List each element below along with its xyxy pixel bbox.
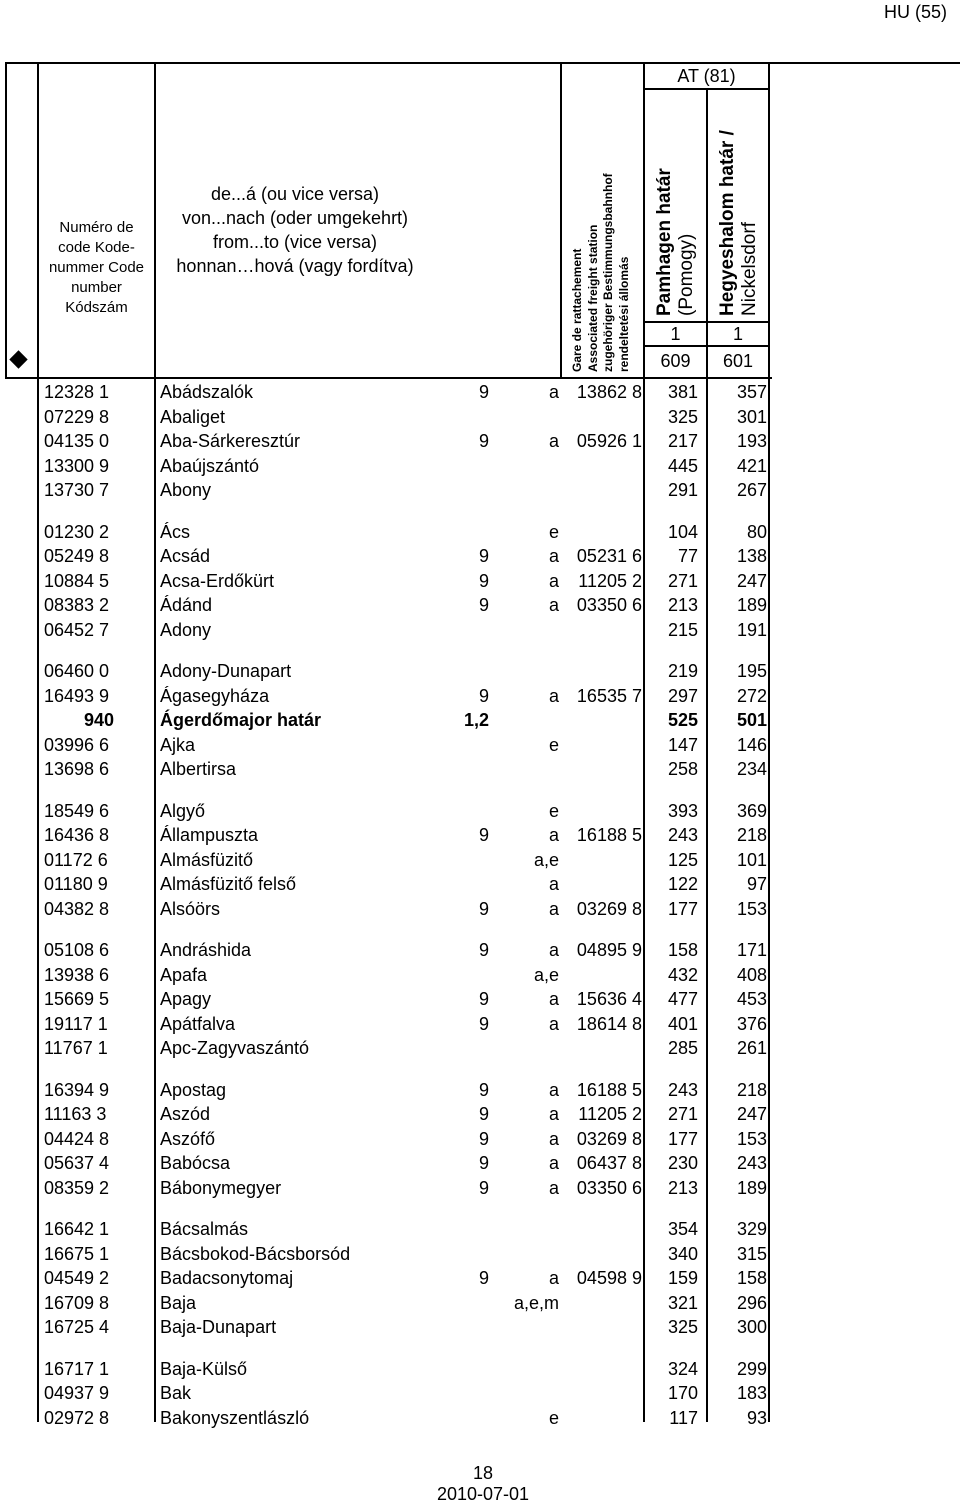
border1-code: 609: [660, 351, 691, 371]
flags-cell: a: [548, 546, 559, 566]
code-cell: 13730 7: [44, 480, 110, 500]
flags-cell: a,e,m: [513, 1292, 559, 1313]
table-row: [0, 429, 960, 453]
station-name-cell: Ádánd: [160, 595, 213, 615]
flags-cell: a: [548, 685, 559, 706]
border2-sub: Nickelsdorf: [739, 222, 760, 316]
flags-cell: a: [548, 1104, 559, 1124]
distance-border1-cell: 213: [667, 595, 698, 615]
code-cell: 01230 2: [44, 521, 110, 542]
table-row: [0, 380, 960, 404]
flags-cell: a: [548, 1153, 559, 1173]
category-cell: 9: [478, 1013, 489, 1034]
associated-station-cell: 03269 8: [576, 898, 642, 919]
flags-cell: a,e: [533, 964, 559, 985]
station-name-cell: Ágerdőmajor határ: [160, 710, 322, 730]
station-header: [570, 173, 632, 372]
table-row: [0, 1315, 960, 1339]
distance-border2-cell: 267: [736, 480, 767, 500]
distance-border1-cell: 159: [667, 1268, 698, 1288]
distance-border2-cell: 153: [736, 1128, 767, 1149]
distance-border1-cell: 104: [667, 521, 698, 542]
station-name-cell: Baja: [160, 1292, 197, 1313]
distance-border1-cell: 219: [667, 661, 698, 681]
flags-cell: a: [548, 1177, 559, 1198]
associated-station-cell: 11205 2: [578, 1104, 642, 1124]
border1-name: Pamhagen határ: [654, 168, 675, 316]
distance-border2-cell: 146: [736, 734, 767, 755]
page-label: HU (55): [883, 2, 947, 22]
table-row: [0, 1151, 960, 1175]
distance-border2-cell: 183: [736, 1383, 767, 1403]
station-name-cell: Apátfalva: [160, 1013, 236, 1034]
table-row: [0, 987, 960, 1011]
table-row: [0, 478, 960, 502]
table-row: [0, 1266, 960, 1290]
code-header-line: number: [71, 279, 122, 296]
station-name-cell: Aszófő: [160, 1128, 216, 1149]
code-cell: 07229 8: [44, 406, 110, 427]
station-name-cell: Andráshida: [160, 940, 252, 960]
distance-border1-cell: 271: [667, 1104, 698, 1124]
station-name-cell: Adony: [160, 619, 212, 640]
distance-border2-cell: 299: [736, 1358, 767, 1379]
distance-border1-cell: 217: [667, 431, 698, 451]
distance-border2-cell: 138: [736, 546, 767, 566]
station-name-cell: Acsád: [160, 546, 211, 566]
station-name-cell: Babócsa: [160, 1153, 231, 1173]
border2-route: 1: [732, 324, 743, 344]
associated-station-cell: 03350 6: [576, 1177, 642, 1198]
category-cell: 9: [478, 685, 489, 706]
table-row: [0, 938, 960, 962]
distance-border1-cell: 213: [667, 1177, 698, 1198]
station-name-cell: Ágasegyháza: [160, 685, 270, 706]
distance-border2-cell: 193: [736, 431, 767, 451]
category-cell: 9: [478, 1079, 489, 1100]
distance-border2-cell: 101: [736, 849, 767, 870]
station-name-cell: Abaliget: [160, 406, 226, 427]
station-name-cell: Alsóörs: [160, 898, 221, 919]
distance-border2-cell: 247: [736, 570, 767, 591]
station-name-cell: Bak: [160, 1383, 192, 1403]
distance-border1-cell: 432: [667, 964, 698, 985]
category-cell: 9: [478, 1128, 489, 1149]
station-header-line: zugehöriger Bestimmungsbahnhof: [601, 173, 615, 372]
distance-border1-cell: 401: [667, 1013, 698, 1034]
station-name-cell: Bácsbokod-Bácsborsód: [160, 1243, 351, 1264]
distance-border2-cell: 191: [736, 619, 767, 640]
distance-border2-cell: 315: [736, 1243, 767, 1264]
distance-border2-cell: 218: [736, 1079, 767, 1100]
table-row: [0, 733, 960, 757]
flags-cell: a: [548, 874, 559, 894]
category-cell: 9: [478, 989, 489, 1009]
table-row: [0, 1036, 960, 1060]
distance-border1-cell: 117: [669, 1407, 698, 1428]
distance-border2-cell: 93: [746, 1407, 767, 1428]
associated-station-cell: 03269 8: [576, 1128, 642, 1149]
flags-cell: a: [548, 898, 559, 919]
category-cell: 9: [478, 1153, 489, 1173]
table-row: [0, 1242, 960, 1266]
station-name-cell: Acsa-Erdőkürt: [160, 570, 275, 591]
station-name-cell: Apc-Zagyvaszántó: [160, 1038, 310, 1058]
table-row: [0, 1078, 960, 1102]
distance-border1-cell: 230: [667, 1153, 698, 1173]
table-row: [0, 1291, 960, 1315]
distance-border2-cell: 195: [736, 661, 767, 681]
code-cell: 16709 8: [44, 1292, 110, 1313]
distance-border2-cell: 261: [736, 1038, 767, 1058]
station-header-line: rendeltetési állomás: [616, 256, 631, 372]
distance-border2-cell: 80: [746, 521, 767, 542]
distance-border2-cell: 247: [736, 1104, 767, 1124]
distance-border2-cell: 421: [736, 455, 767, 476]
station-name-cell: Bácsalmás: [160, 1219, 249, 1239]
associated-station-cell: 16188 5: [576, 825, 642, 845]
station-name-cell: Abony: [160, 480, 212, 500]
code-cell: 05108 6: [44, 940, 110, 960]
table-row: [0, 708, 960, 732]
category-cell: 9: [478, 898, 489, 919]
distance-border1-cell: 243: [667, 1079, 698, 1100]
code-cell: 03996 6: [44, 734, 110, 755]
distance-border1-cell: 340: [667, 1243, 698, 1264]
distance-border1-cell: 393: [667, 800, 698, 821]
table-row: [0, 757, 960, 781]
code-cell: 16725 4: [44, 1317, 110, 1337]
distance-border2-cell: 189: [736, 1177, 767, 1198]
distance-border2-cell: 296: [736, 1292, 767, 1313]
flags-cell: a: [548, 382, 559, 402]
code-cell: 02972 8: [44, 1407, 110, 1428]
footer-date: 2010-07-01: [436, 1484, 530, 1504]
country-header: AT (81): [677, 66, 736, 86]
distance-border1-cell: 291: [667, 480, 698, 500]
table-row: [0, 1357, 960, 1381]
station-name-cell: Albertirsa: [160, 759, 237, 779]
code-cell: 18549 6: [44, 800, 110, 821]
flags-cell: a: [548, 1268, 559, 1288]
code-cell: 05637 4: [44, 1153, 110, 1173]
code-header-line: code Kode-: [58, 239, 135, 256]
distance-border1-cell: 170: [667, 1383, 698, 1403]
code-cell: 06460 0: [44, 661, 110, 681]
station-name-cell: Bábonymegyer: [160, 1177, 282, 1198]
associated-station-cell: 05926 1: [576, 431, 642, 451]
distance-border1-cell: 525: [667, 710, 698, 730]
code-cell: 13300 9: [44, 455, 110, 476]
code-cell: 11767 1: [44, 1038, 108, 1058]
station-name-cell: Apostag: [160, 1079, 227, 1100]
distance-border1-cell: 77: [677, 546, 698, 566]
flags-cell: a: [548, 940, 559, 960]
distance-border1-cell: 325: [667, 1317, 698, 1337]
distance-border2-cell: 97: [746, 874, 767, 894]
distance-border1-cell: 354: [667, 1219, 698, 1239]
code-cell: 16394 9: [44, 1079, 110, 1100]
code-cell: 16717 1: [44, 1358, 110, 1379]
table-row: [0, 593, 960, 617]
table-row: [0, 569, 960, 593]
flags-cell: e: [548, 521, 559, 542]
table-row: [0, 1102, 960, 1126]
station-name-cell: Aba-Sárkeresztúr: [160, 431, 301, 451]
distance-border1-cell: 122: [667, 874, 698, 894]
code-cell: 04937 9: [44, 1383, 110, 1403]
distance-border2-cell: 171: [736, 940, 767, 960]
category-cell: 9: [478, 825, 489, 845]
station-name-cell: Algyő: [160, 800, 206, 821]
distance-border1-cell: 125: [667, 849, 698, 870]
border1-header: [654, 168, 698, 316]
table-row: [0, 405, 960, 429]
station-name-cell: Állampuszta: [160, 825, 259, 845]
station-name-cell: Apafa: [160, 964, 208, 985]
distance-border2-cell: 453: [736, 989, 767, 1009]
station-header-line: Associated freight station: [585, 224, 600, 372]
direction-header-line: de...á (ou vice versa): [210, 184, 380, 204]
direction-column-header: [154, 182, 436, 278]
table-row: [0, 872, 960, 896]
code-cell: 10884 5: [44, 570, 110, 591]
page-number: 18: [472, 1463, 494, 1483]
distance-border1-cell: 381: [667, 382, 698, 402]
station-name-cell: Badacsonytomaj: [160, 1268, 294, 1288]
associated-station-cell: 04598 9: [576, 1268, 642, 1288]
station-header-line: Gare de rattachement: [570, 248, 584, 372]
associated-station-cell: 05231 6: [576, 546, 642, 566]
associated-station-cell: 16535 7: [576, 685, 642, 706]
associated-station-cell: 16188 5: [576, 1079, 642, 1100]
distance-border1-cell: 285: [667, 1038, 698, 1058]
station-name-cell: Abádszalók: [160, 382, 254, 402]
code-cell: 01180 9: [44, 874, 108, 894]
code-cell: 08359 2: [44, 1177, 110, 1198]
distance-border2-cell: 376: [736, 1013, 767, 1034]
code-cell: 16436 8: [44, 825, 110, 845]
table-row: [0, 1127, 960, 1151]
distance-border2-cell: 218: [736, 825, 767, 845]
associated-station-cell: 18614 8: [576, 1013, 642, 1034]
table-row: [0, 684, 960, 708]
border2-header: [717, 130, 761, 316]
table-row: [0, 799, 960, 823]
distance-border2-cell: 158: [736, 1268, 767, 1288]
associated-station-cell: 13862 8: [576, 382, 642, 402]
category-cell: 9: [478, 1104, 489, 1124]
category-cell: 9: [478, 1268, 489, 1288]
station-name-cell: Almásfüzitő: [160, 849, 254, 870]
table-row: [0, 848, 960, 872]
flags-cell: e: [548, 1407, 559, 1428]
table-row: [0, 454, 960, 478]
distance-border1-cell: 297: [667, 685, 698, 706]
flags-cell: a: [548, 1079, 559, 1100]
code-cell: 940: [83, 710, 114, 730]
category-cell: 9: [478, 1177, 489, 1198]
table-row: [0, 1381, 960, 1405]
code-cell: 13938 6: [44, 964, 110, 985]
station-name-cell: Ács: [160, 521, 191, 542]
distance-border1-cell: 147: [667, 734, 698, 755]
code-cell: 05249 8: [44, 546, 110, 566]
code-cell: 04135 0: [44, 431, 110, 451]
code-header-line: Numéro de: [59, 219, 134, 236]
border2-name: Hegyeshalom határ /: [717, 130, 738, 316]
table-row: [0, 659, 960, 683]
distance-border1-cell: 445: [667, 455, 698, 476]
distance-border1-cell: 271: [667, 570, 698, 591]
flags-cell: a,e: [533, 849, 559, 870]
station-name-cell: Bakonyszentlászló: [160, 1407, 310, 1428]
category-cell: 9: [478, 546, 489, 566]
direction-header-line: from...to (vice versa): [212, 232, 378, 252]
direction-header-line: honnan…hová (vagy fordítva): [176, 256, 414, 276]
associated-station-cell: 15636 4: [576, 989, 642, 1009]
category-cell: 9: [478, 595, 489, 615]
border1-sub: (Pomogy): [676, 233, 697, 316]
code-cell: 06452 7: [44, 619, 110, 640]
flags-cell: e: [548, 734, 559, 755]
distance-border1-cell: 477: [667, 989, 698, 1009]
flags-cell: a: [548, 595, 559, 615]
code-cell: 16642 1: [44, 1219, 110, 1239]
distance-border1-cell: 177: [667, 1128, 698, 1149]
code-cell: 04549 2: [44, 1268, 110, 1288]
code-cell: 01172 6: [44, 849, 108, 870]
distance-border1-cell: 321: [667, 1292, 698, 1313]
distance-border2-cell: 369: [736, 800, 767, 821]
table-row: [0, 1406, 960, 1430]
code-cell: 15669 5: [44, 989, 110, 1009]
category-cell: 9: [478, 382, 489, 402]
border1-route: 1: [670, 324, 681, 344]
distance-border2-cell: 153: [736, 898, 767, 919]
station-name-cell: Almásfüzitő felső: [160, 874, 297, 894]
flags-cell: a: [548, 1128, 559, 1149]
distance-border2-cell: 189: [736, 595, 767, 615]
distance-border2-cell: 272: [736, 685, 767, 706]
flags-cell: a: [548, 825, 559, 845]
distance-border2-cell: 300: [736, 1317, 767, 1337]
table-row: [0, 544, 960, 568]
distance-border1-cell: 325: [667, 406, 698, 427]
table-row: [0, 1176, 960, 1200]
distance-border1-cell: 324: [667, 1358, 698, 1379]
distance-border1-cell: 215: [667, 619, 698, 640]
table-row: [0, 618, 960, 642]
flags-cell: a: [548, 1013, 559, 1034]
associated-station-cell: 06437 8: [576, 1153, 642, 1173]
code-column-header: [39, 218, 154, 318]
table-row: [0, 1217, 960, 1241]
code-cell: 12328 1: [44, 382, 110, 402]
table-row: [0, 1012, 960, 1036]
distance-border1-cell: 158: [667, 940, 698, 960]
station-name-cell: Baja-Külső: [160, 1358, 248, 1379]
diamond-icon: [9, 350, 27, 368]
category-cell: 9: [478, 431, 489, 451]
flags-cell: a: [548, 431, 559, 451]
category-cell: 1,2: [463, 710, 489, 730]
code-cell: 11163 3: [44, 1104, 107, 1124]
border2-code: 601: [722, 351, 754, 371]
distance-border2-cell: 243: [736, 1153, 767, 1173]
direction-header-line: von...nach (oder umgekehrt): [181, 208, 409, 228]
station-name-cell: Adony-Dunapart: [160, 661, 292, 681]
code-header-line: Kódszám: [65, 299, 128, 316]
code-cell: 16493 9: [44, 685, 110, 706]
distance-border2-cell: 301: [736, 406, 767, 427]
station-name-cell: Apagy: [160, 989, 212, 1009]
code-cell: 04424 8: [44, 1128, 110, 1149]
flags-cell: a: [548, 989, 559, 1009]
code-cell: 04382 8: [44, 898, 110, 919]
category-cell: 9: [478, 940, 489, 960]
table-row: [0, 897, 960, 921]
table-row: [0, 823, 960, 847]
distance-border1-cell: 258: [667, 759, 698, 779]
station-name-cell: Abaújszántó: [160, 455, 260, 476]
flags-cell: a: [548, 570, 559, 591]
code-cell: 16675 1: [44, 1243, 110, 1264]
distance-border1-cell: 243: [667, 825, 698, 845]
distance-border2-cell: 234: [736, 759, 767, 779]
distance-border2-cell: 408: [736, 964, 767, 985]
station-name-cell: Aszód: [160, 1104, 211, 1124]
code-cell: 13698 6: [44, 759, 110, 779]
category-cell: 9: [478, 570, 489, 591]
distance-border2-cell: 329: [736, 1219, 767, 1239]
code-cell: 19117 1: [44, 1013, 108, 1034]
table-row: [0, 963, 960, 987]
station-name-cell: Baja-Dunapart: [160, 1317, 277, 1337]
distance-border1-cell: 177: [667, 898, 698, 919]
associated-station-cell: 04895 9: [576, 940, 642, 960]
code-cell: 08383 2: [44, 595, 110, 615]
code-header-line: nummer Code: [48, 259, 145, 276]
flags-cell: e: [548, 800, 559, 821]
associated-station-cell: 11205 2: [578, 570, 642, 591]
associated-station-cell: 03350 6: [576, 595, 642, 615]
distance-border2-cell: 501: [736, 710, 767, 730]
distance-border2-cell: 357: [736, 382, 767, 402]
station-name-cell: Ajka: [160, 734, 196, 755]
table-row: [0, 520, 960, 544]
